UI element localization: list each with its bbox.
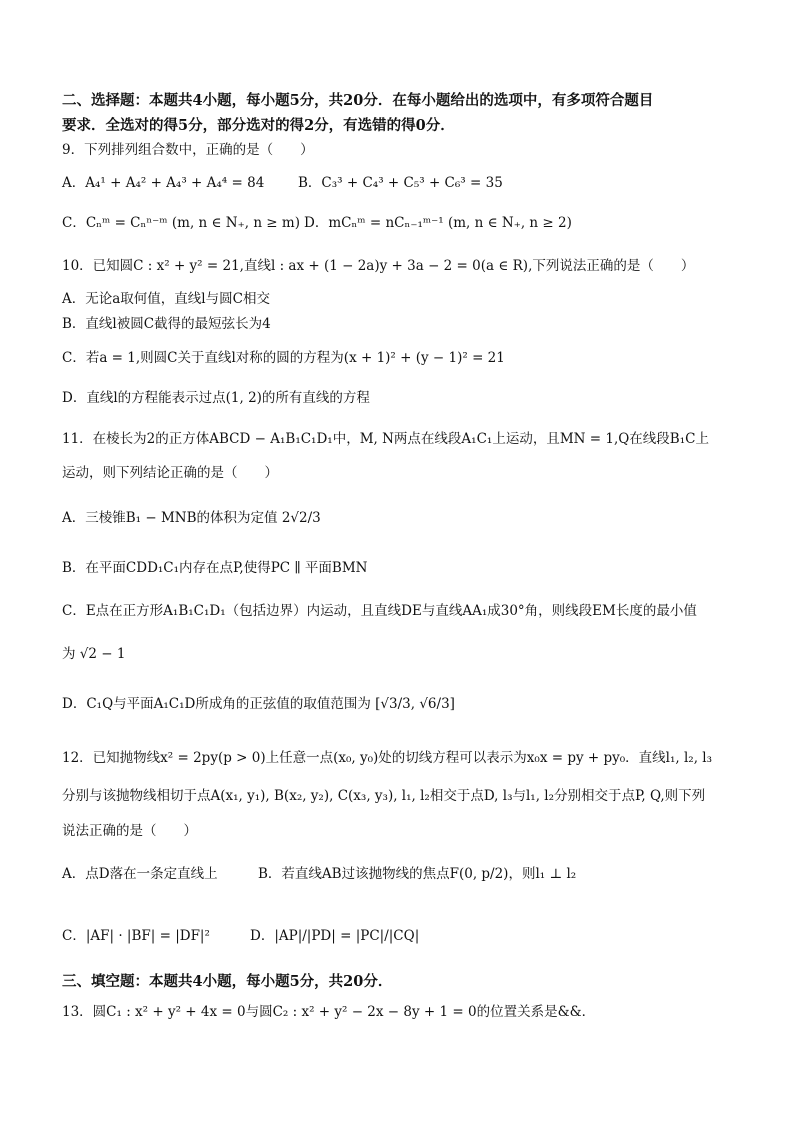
- q10-option-b: B．直线l被圆C截得的最短弦长为4: [62, 316, 271, 332]
- q10-stem: 10．已知圆C : x² + y² = 21,直线l : ax + (1 − 2a)y + 3a − 2 = 0(a ∈ R),下列说法正确的是（ ）: [62, 258, 695, 274]
- section-2-heading-line2: 要求．全选对的得5分，部分选对的得2分，有选错的得0分．: [62, 117, 455, 134]
- q12-option-c: C．|AF| · |BF| = |DF|²: [62, 928, 210, 944]
- q9-stem: 9．下列排列组合数中，正确的是（ ）: [62, 142, 314, 158]
- q11-option-a: A．三棱锥B₁ − MNB的体积为定值 2√2/3: [62, 510, 321, 526]
- q9-option-b: B．C₃³ + C₄³ + C₅³ + C₆³ = 35: [298, 175, 503, 191]
- q11-option-c-line2: 为 √2 − 1: [62, 646, 126, 662]
- q11-option-c-line1: C．E点在正方形A₁B₁C₁D₁（包括边界）内运动，且直线DE与直线AA₁成30°角，则线段EM长度的最小值: [62, 603, 697, 619]
- q12-stem-line1: 12．已知抛物线x² = 2py(p > 0)上任意一点(x₀, y₀)处的切线方程可以表示为x₀x = py + py₀．直线l₁, l₂, l₃: [62, 750, 713, 766]
- q12-stem-line3: 说法正确的是（ ）: [62, 823, 197, 839]
- q11-option-d: D．C₁Q与平面A₁C₁D所成角的正弦值的取值范围为 [√3/3, √6/3]: [62, 696, 455, 712]
- q10-option-a: A．无论a取何值，直线l与圆C相交: [62, 291, 270, 307]
- q9-option-c: C．Cₙᵐ = Cₙⁿ⁻ᵐ (m, n ∈ N₊, n ≥ m): [62, 215, 300, 231]
- q11-stem-line2: 运动，则下列结论正确的是（ ）: [62, 465, 278, 481]
- section-2-heading-line1: 二、选择题：本题共4小题，每小题5分，共20分．在每小题给出的选项中，有多项符合题目: [62, 92, 654, 109]
- q9-option-a: A．A₄¹ + A₄² + A₄³ + A₄⁴ = 84: [62, 175, 265, 191]
- q10-option-d: D．直线l的方程能表示过点(1, 2)的所有直线的方程: [62, 390, 370, 406]
- q9-option-d: D．mCₙᵐ = nCₙ₋₁ᵐ⁻¹ (m, n ∈ N₊, n ≥ 2): [304, 215, 572, 231]
- q12-option-b: B．若直线AB过该抛物线的焦点F(0, p/2)，则l₁ ⊥ l₂: [258, 866, 577, 882]
- q10-option-c: C．若a = 1,则圆C关于直线l对称的圆的方程为(x + 1)² + (y − 1)² = 21: [62, 350, 505, 366]
- section-3-heading: 三、填空题：本题共4小题，每小题5分，共20分．: [62, 973, 393, 990]
- q12-stem-line2: 分别与该抛物线相切于点A(x₁, y₁), B(x₂, y₂), C(x₃, y₃), l₁, l₂相交于点D, l₃与l₁, l₂分别相交于点P, Q,则下列: [62, 788, 706, 804]
- q11-stem-line1: 11．在棱长为2的正方体ABCD − A₁B₁C₁D₁中，M, N两点在线段A₁C₁上运动，且MN = 1,Q在线段B₁C上: [62, 431, 709, 447]
- q13-stem: 13．圆C₁ : x² + y² + 4x = 0与圆C₂ : x² + y² − 2x − 8y + 1 = 0的位置关系是&&．: [62, 1004, 596, 1020]
- q12-option-d: D．|AP|/|PD| = |PC|/|CQ|: [250, 928, 420, 944]
- q12-option-a: A．点D落在一条定直线上: [62, 866, 218, 882]
- q11-option-b: B．在平面CDD₁C₁内存在点P,使得PC ∥ 平面BMN: [62, 560, 368, 576]
